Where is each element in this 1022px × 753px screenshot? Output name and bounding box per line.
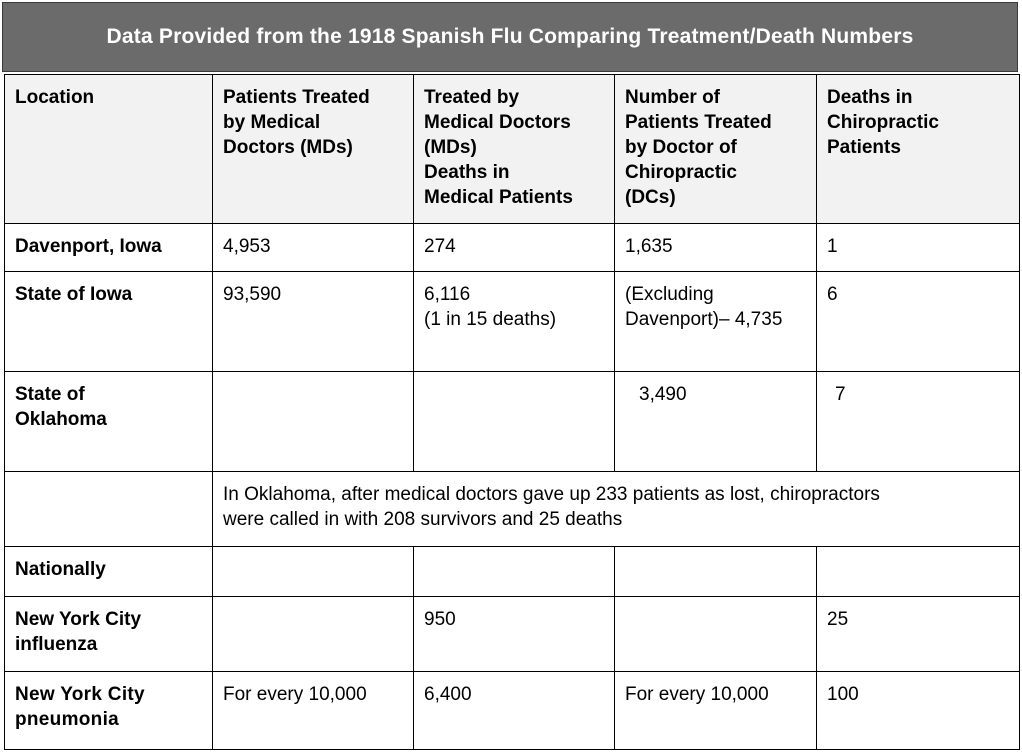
dc-deaths-cell: 25 xyxy=(817,597,1020,672)
location-cell: Nationally xyxy=(5,547,213,597)
dc-deaths-cell xyxy=(817,547,1020,597)
dc-treated-cell: 1,635 xyxy=(615,224,817,272)
md-treated-cell: 4,953 xyxy=(213,224,414,272)
header-dc-deaths: Deaths in Chiropractic Patients xyxy=(817,75,1020,224)
header-location: Location xyxy=(5,75,213,224)
table-row xyxy=(5,547,1020,597)
md-treated-cell xyxy=(213,597,414,672)
md-treated-cell: 93,590 xyxy=(213,272,414,372)
header-md-deaths: Treated by Medical Doctors (MDs) Deaths in Medical Patients xyxy=(414,75,615,224)
dc-deaths-cell: 6 xyxy=(817,272,1020,372)
dc-deaths-cell: 1 xyxy=(817,224,1020,272)
header-row xyxy=(5,75,1020,224)
header-md-treated: Patients Treated by Medical Doctors (MDs) xyxy=(213,75,414,224)
dc-treated-cell: 3,490 xyxy=(615,372,817,472)
dc-treated-cell xyxy=(615,597,817,672)
md-deaths-cell: 274 xyxy=(414,224,615,272)
table-row xyxy=(5,272,1020,372)
table-title: Data Provided from the 1918 Spanish Flu Comparing Treatment/Death Numbers xyxy=(2,2,1018,72)
md-deaths-cell xyxy=(414,372,615,472)
table-row xyxy=(5,672,1020,750)
note-blank-cell xyxy=(5,472,213,547)
table-row xyxy=(5,597,1020,672)
location-cell: State of Oklahoma xyxy=(5,372,213,472)
md-treated-cell xyxy=(213,547,414,597)
oklahoma-note: In Oklahoma, after medical doctors gave up 233 patients as lost, chiropractors were called in with 208 survivors and 25 deaths xyxy=(213,472,1020,547)
location-cell: State of Iowa xyxy=(5,272,213,372)
note-row xyxy=(5,472,1020,547)
table-row xyxy=(5,224,1020,272)
header-dc-treated: Number of Patients Treated by Doctor of Chiropractic (DCs) xyxy=(615,75,817,224)
dc-treated-cell: For every 10,000 xyxy=(615,672,817,750)
md-deaths-cell: 6,116 (1 in 15 deaths) xyxy=(414,272,615,372)
location-cell: New York City pneumonia xyxy=(5,672,213,750)
table-row xyxy=(5,372,1020,472)
location-cell: New York City influenza xyxy=(5,597,213,672)
md-deaths-cell xyxy=(414,547,615,597)
dc-deaths-cell: 7 xyxy=(817,372,1020,472)
flu-data-table xyxy=(4,74,1020,750)
md-treated-cell xyxy=(213,372,414,472)
md-deaths-cell: 950 xyxy=(414,597,615,672)
md-deaths-cell: 6,400 xyxy=(414,672,615,750)
dc-deaths-cell: 100 xyxy=(817,672,1020,750)
document-page xyxy=(2,2,1019,748)
dc-treated-cell xyxy=(615,547,817,597)
md-treated-cell: For every 10,000 xyxy=(213,672,414,750)
dc-treated-cell: (Excluding Davenport)– 4,735 xyxy=(615,272,817,372)
location-cell: Davenport, Iowa xyxy=(5,224,213,272)
